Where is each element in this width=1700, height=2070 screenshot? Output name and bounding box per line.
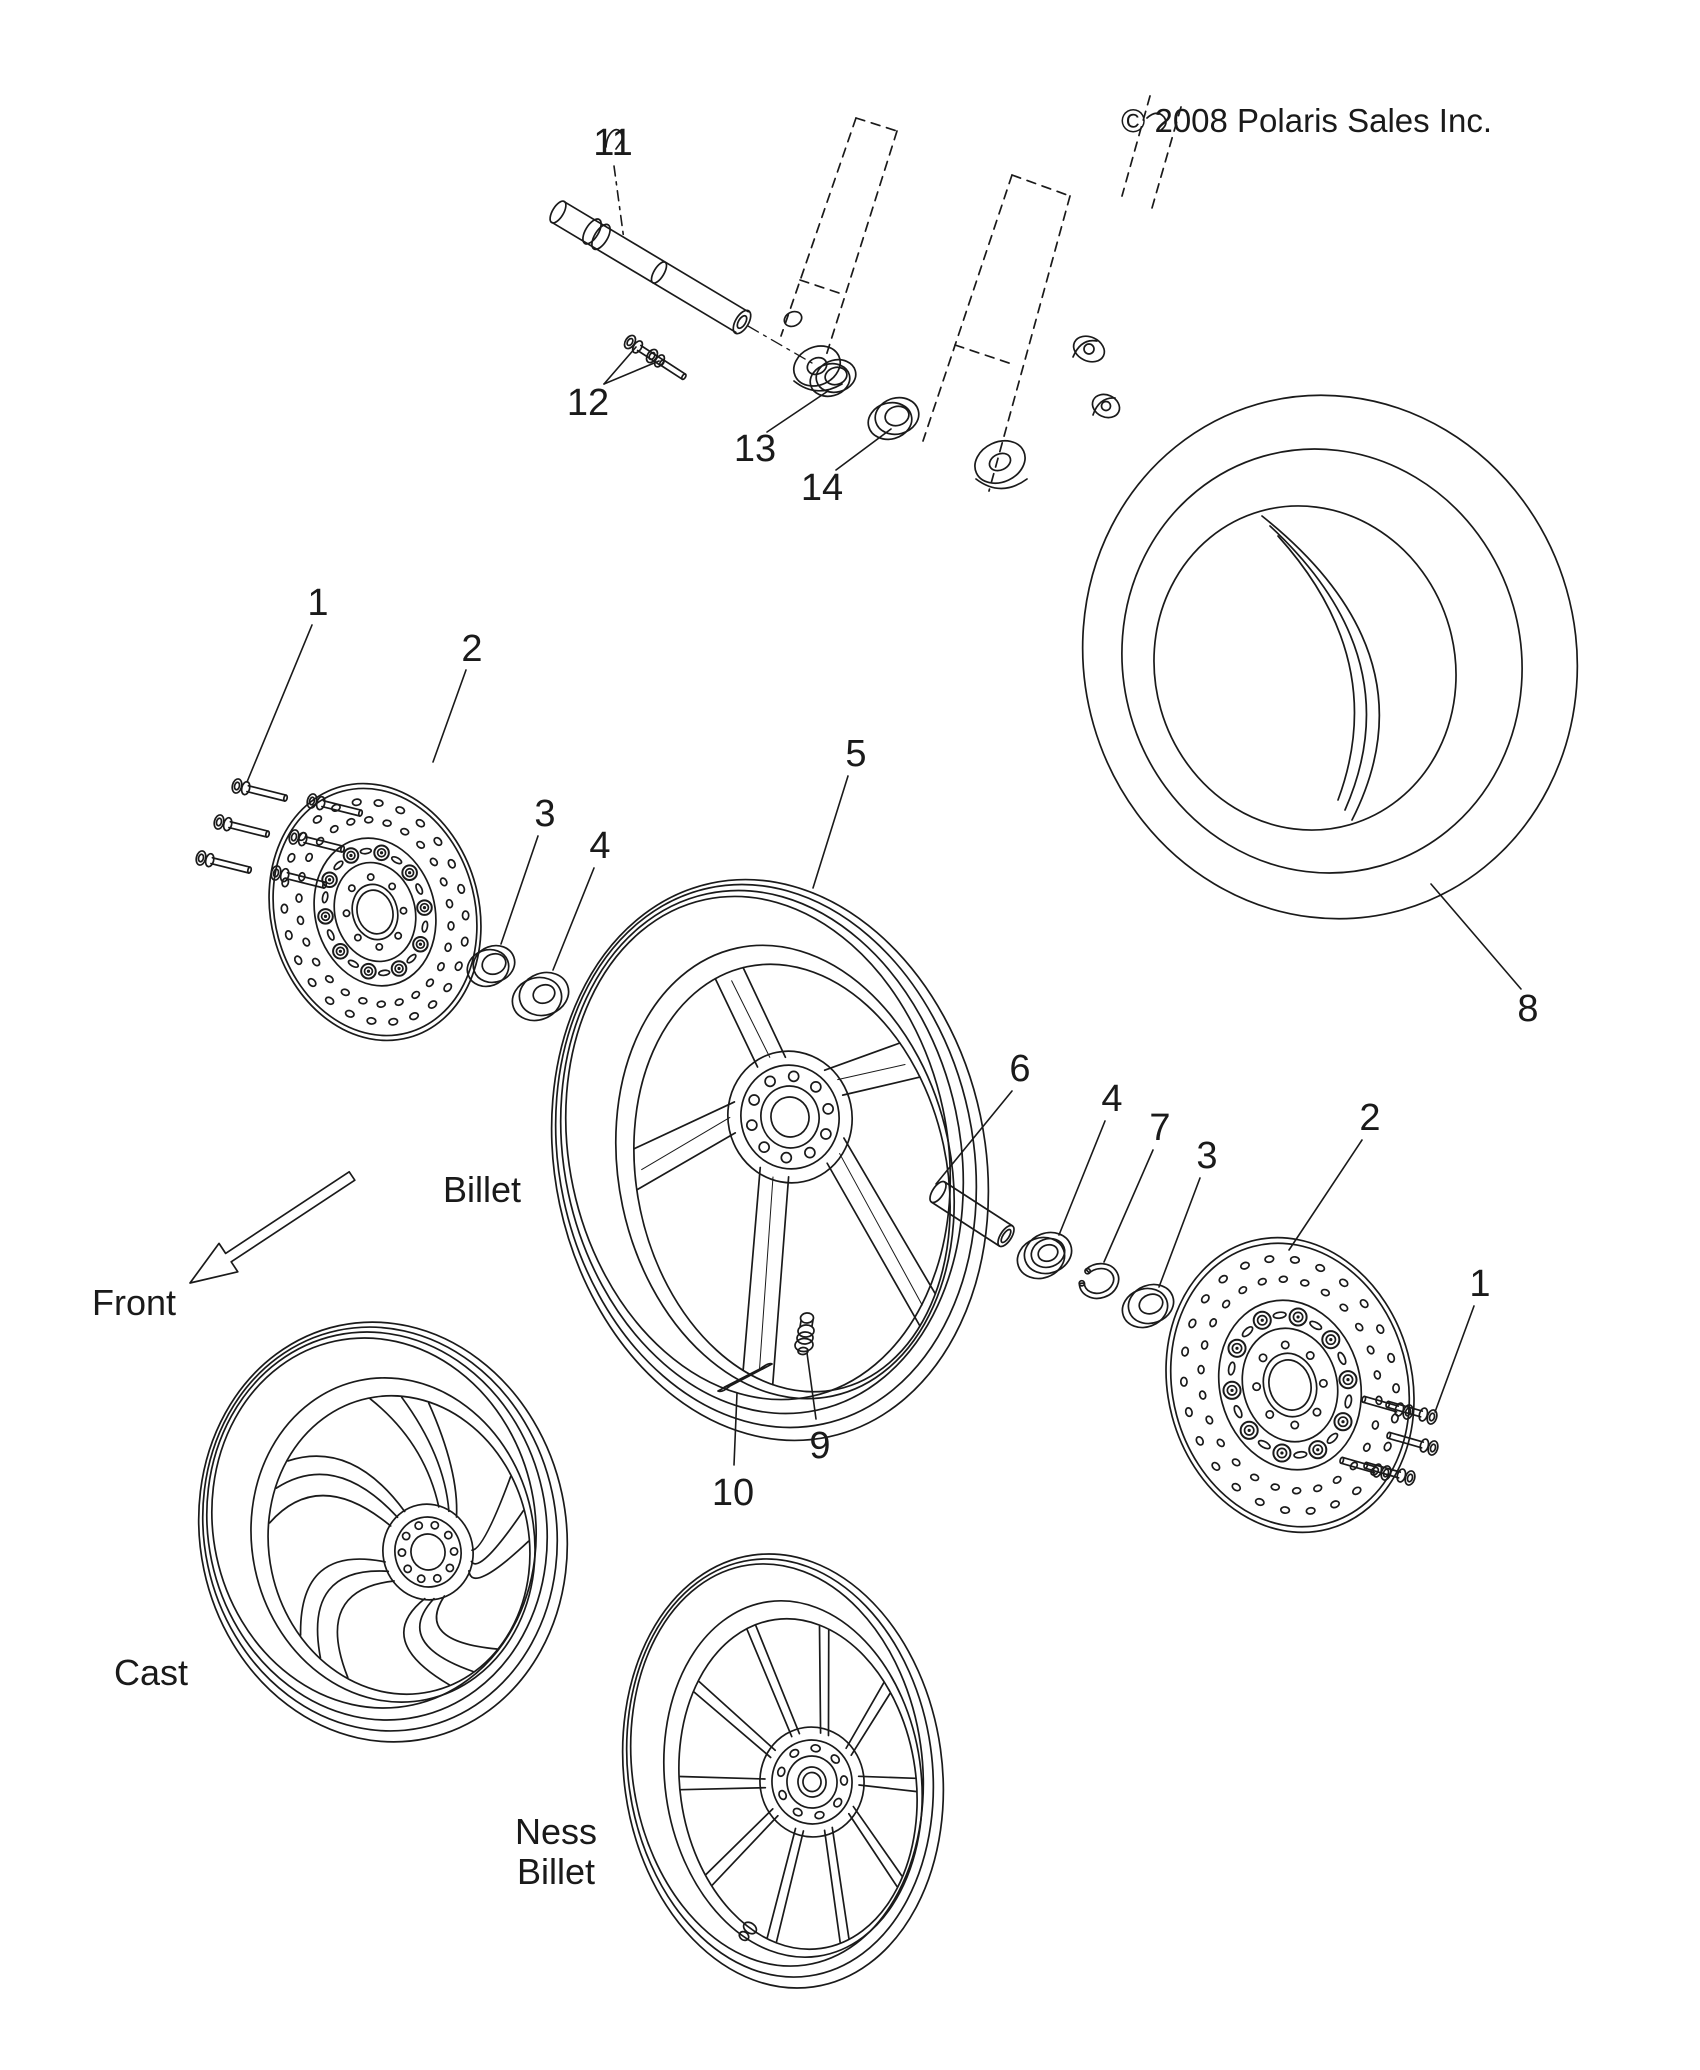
brake-disc-left-part-2 bbox=[241, 760, 509, 1065]
seal-left-part-4 bbox=[506, 966, 574, 1028]
part-number-4: 4 bbox=[1101, 1078, 1123, 1120]
snap-ring-part-7 bbox=[1079, 1264, 1118, 1299]
bearing-right-part-4 bbox=[1012, 1226, 1078, 1285]
valve-stem-part-9 bbox=[794, 1312, 814, 1354]
front-direction-arrow bbox=[190, 1172, 355, 1283]
leader-line-part-2 bbox=[1289, 1140, 1362, 1250]
part-number-11: 11 bbox=[593, 122, 633, 164]
leader-line-part-1 bbox=[247, 625, 312, 782]
label-front-direction: Front bbox=[91, 1282, 177, 1323]
part-number-4: 4 bbox=[589, 825, 611, 867]
front-tire bbox=[1021, 336, 1639, 977]
part-number-3: 3 bbox=[534, 793, 556, 835]
seal-right-part-3 bbox=[1117, 1278, 1179, 1333]
ness-billet-wheel bbox=[595, 1533, 971, 2009]
part-number-5: 5 bbox=[845, 733, 867, 775]
part-number-1: 1 bbox=[1469, 1263, 1491, 1305]
leader-line-part-11 bbox=[614, 166, 624, 240]
leader-line-part-12 bbox=[604, 347, 636, 384]
leader-line-part-12 bbox=[604, 361, 659, 384]
leader-line-part-14 bbox=[836, 429, 891, 470]
axle-spacer-part-14 bbox=[864, 393, 923, 444]
diagram-art bbox=[160, 96, 1639, 2009]
label-ness-billet-line2: Billet bbox=[516, 1851, 596, 1892]
brake-disc-right-part-2 bbox=[1134, 1210, 1447, 1561]
leader-line-part-2 bbox=[433, 670, 466, 762]
part-number-1: 1 bbox=[307, 582, 329, 624]
front-arrow-icon bbox=[190, 1172, 355, 1283]
part-number-7: 7 bbox=[1149, 1107, 1171, 1149]
leader-line-part-13 bbox=[767, 391, 828, 432]
leader-line-part-7 bbox=[1104, 1150, 1153, 1262]
leader-line-part-4 bbox=[1059, 1121, 1105, 1235]
label-billet-wheel: Billet bbox=[442, 1169, 522, 1210]
disc-bolts-right-part-1 bbox=[1339, 1396, 1439, 1486]
wheel-weight-part-10 bbox=[718, 1364, 772, 1392]
part-number-9: 9 bbox=[809, 1425, 831, 1467]
leader-line-part-3 bbox=[501, 836, 538, 944]
billet-wheel-part-5 bbox=[501, 838, 1039, 1481]
part-number-3: 3 bbox=[1196, 1135, 1218, 1177]
disc-bolts-left-part-1 bbox=[195, 778, 363, 888]
front-fork-legs bbox=[606, 96, 1181, 491]
leader-line-part-9 bbox=[807, 1353, 816, 1419]
part-number-14: 14 bbox=[800, 467, 844, 509]
leader-line-part-5 bbox=[813, 776, 848, 888]
part-number-2: 2 bbox=[1359, 1097, 1381, 1139]
part-number-8: 8 bbox=[1517, 988, 1539, 1030]
cast-wheel bbox=[160, 1288, 606, 1777]
copyright-text: © 2008 Polaris Sales Inc. bbox=[1120, 102, 1492, 139]
part-number-12: 12 bbox=[566, 382, 610, 424]
leader-line-part-4 bbox=[553, 868, 594, 970]
part-number-6: 6 bbox=[1009, 1048, 1031, 1090]
label-cast-wheel: Cast bbox=[113, 1652, 189, 1693]
part-number-13: 13 bbox=[733, 428, 777, 470]
leader-line-part-3 bbox=[1159, 1178, 1200, 1287]
leader-line-part-1 bbox=[1435, 1306, 1474, 1412]
part-number-10: 10 bbox=[711, 1472, 755, 1514]
label-ness-billet-line1: Ness bbox=[514, 1811, 598, 1852]
part-number-2: 2 bbox=[461, 628, 483, 670]
front-axle-part-11 bbox=[547, 199, 812, 363]
leader-line-part-8 bbox=[1431, 884, 1521, 989]
